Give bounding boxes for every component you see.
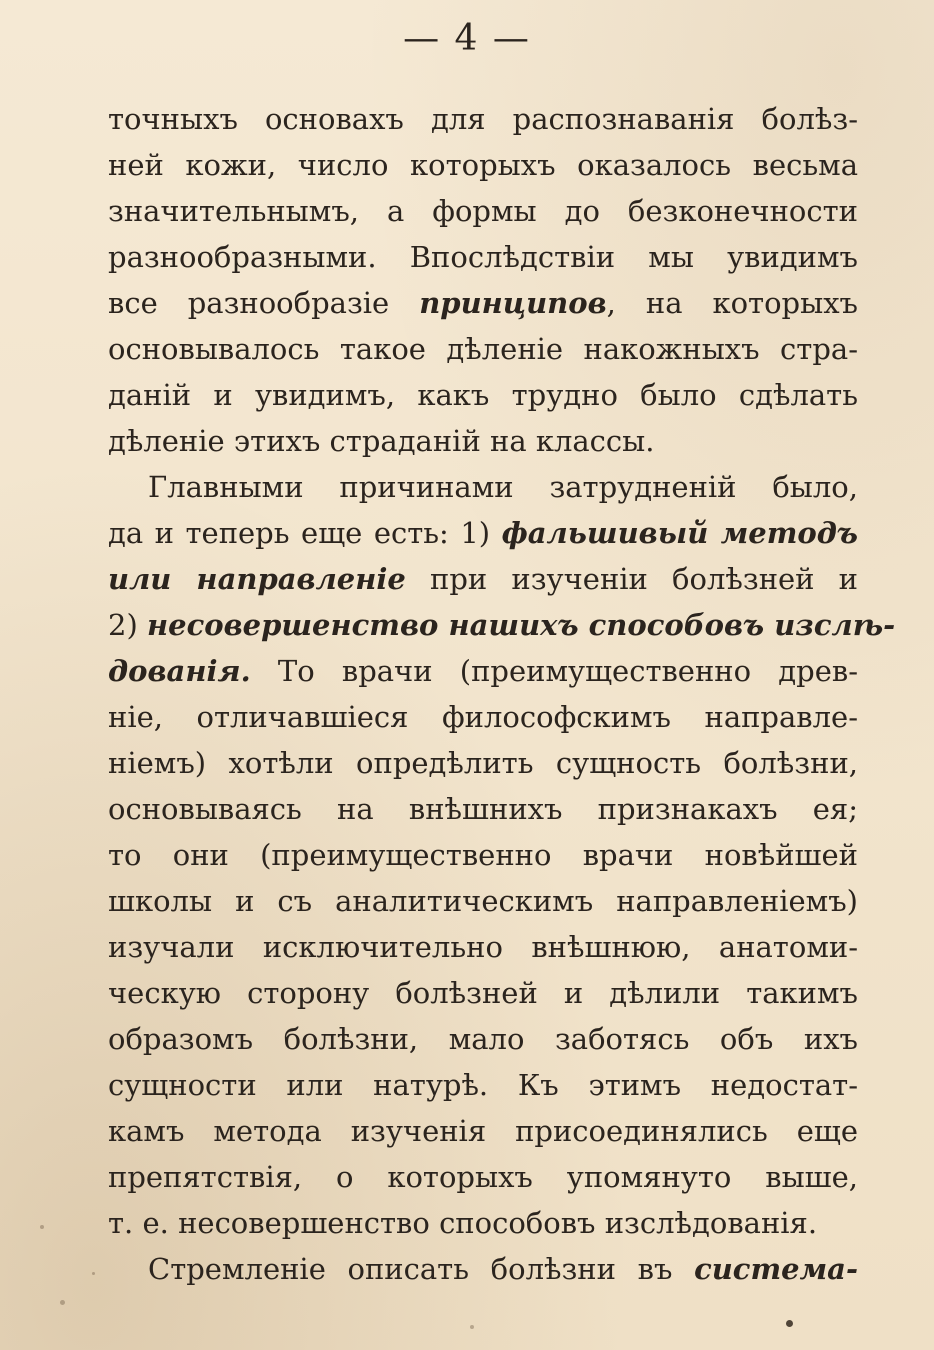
ink-speck [60,1300,65,1305]
emphasized-text: или направленіе [108,562,406,596]
page-number: — 4 — [403,18,531,59]
text-line [108,188,858,234]
text-segment: ніе, отличавшіеся философскимъ направле- [108,700,858,734]
text-line [108,1200,858,1246]
text-segment: ней кожи, число которыхъ оказалось весьма [108,148,858,182]
text-line [108,924,858,970]
text-line [108,694,858,740]
ink-speck [470,1325,474,1329]
text-segment: основываясь на внѣшнихъ признакахъ ея; [108,792,858,826]
text-segment: сущности или натурѣ. Къ этимъ недостат- [108,1068,858,1102]
text-segment: все разнообразіе [108,286,420,320]
text-segment: при изученіи болѣзней и [405,562,858,596]
text-line [108,418,858,464]
text-line [108,602,896,648]
emphasized-text: несовершенство нашихъ способовъ изслѣ- [146,608,896,642]
emphasized-text: дованія. [108,654,251,688]
text-line [108,510,858,556]
emphasized-text: система- [694,1252,858,1286]
text-line [108,1154,858,1200]
text-segment: школы и съ аналитическимъ направленіемъ) [108,884,858,918]
emphasized-text: принципов [419,286,607,320]
text-line [108,372,858,418]
text-segment: Главными причинами затрудненій было, [148,470,858,504]
text-segment: точныхъ основахъ для распознаванія болѣз- [108,102,858,136]
text-segment: , на которыхъ [606,286,859,320]
text-line [108,878,858,924]
text-segment: то они (преимущественно врачи новѣйшей [108,838,858,872]
text-line [108,280,858,326]
text-line [108,96,858,142]
emphasized-text: фальшивый методъ [501,516,858,550]
text-segment: разнообразными. Впослѣдствіи мы увидимъ [108,240,858,274]
text-segment: камъ метода изученія присоединялись еще [108,1114,858,1148]
ink-speck [92,1272,95,1275]
text-segment: дѣленіе этихъ страданій на классы. [108,424,655,458]
text-segment: даній и увидимъ, какъ трудно было сдѣлать [108,378,858,412]
text-line [108,740,858,786]
text-line [108,648,858,694]
text-segment: т. е. несовершенство способовъ изслѣдованія. [108,1206,818,1240]
text-line [108,234,858,280]
text-line [108,1016,858,1062]
text-segment: да и теперь еще есть: 1) [108,516,502,550]
text-line [108,464,858,510]
text-line [108,142,858,188]
text-segment: 2) [108,608,147,642]
text-segment: Стремленіе описать болѣзни въ [148,1252,695,1286]
text-segment: значительнымъ, а формы до безконечности [108,194,858,228]
text-line [108,326,858,372]
ink-speck [40,1225,44,1229]
text-line [108,1246,858,1292]
text-line [108,970,858,1016]
text-line [108,786,858,832]
text-segment: образомъ болѣзни, мало заботясь объ ихъ [108,1022,858,1056]
text-segment: ніемъ) хотѣли опредѣлить сущность болѣзни, [108,746,858,780]
ink-speck [786,1320,793,1327]
text-segment: изучали исключительно внѣшнюю, анатоми- [108,930,858,964]
text-segment: основывалось такое дѣленіе накожныхъ стра- [108,332,858,366]
text-segment: То врачи (преимущественно древ- [250,654,858,688]
text-segment: препятствія, о которыхъ упомянуто выше, [108,1160,858,1194]
text-line [108,832,858,878]
text-line [108,556,858,602]
text-line [108,1062,858,1108]
body-text [108,96,896,1292]
text-segment: ческую сторону болѣзней и дѣлили такимъ [108,976,858,1010]
text-line [108,1108,858,1154]
